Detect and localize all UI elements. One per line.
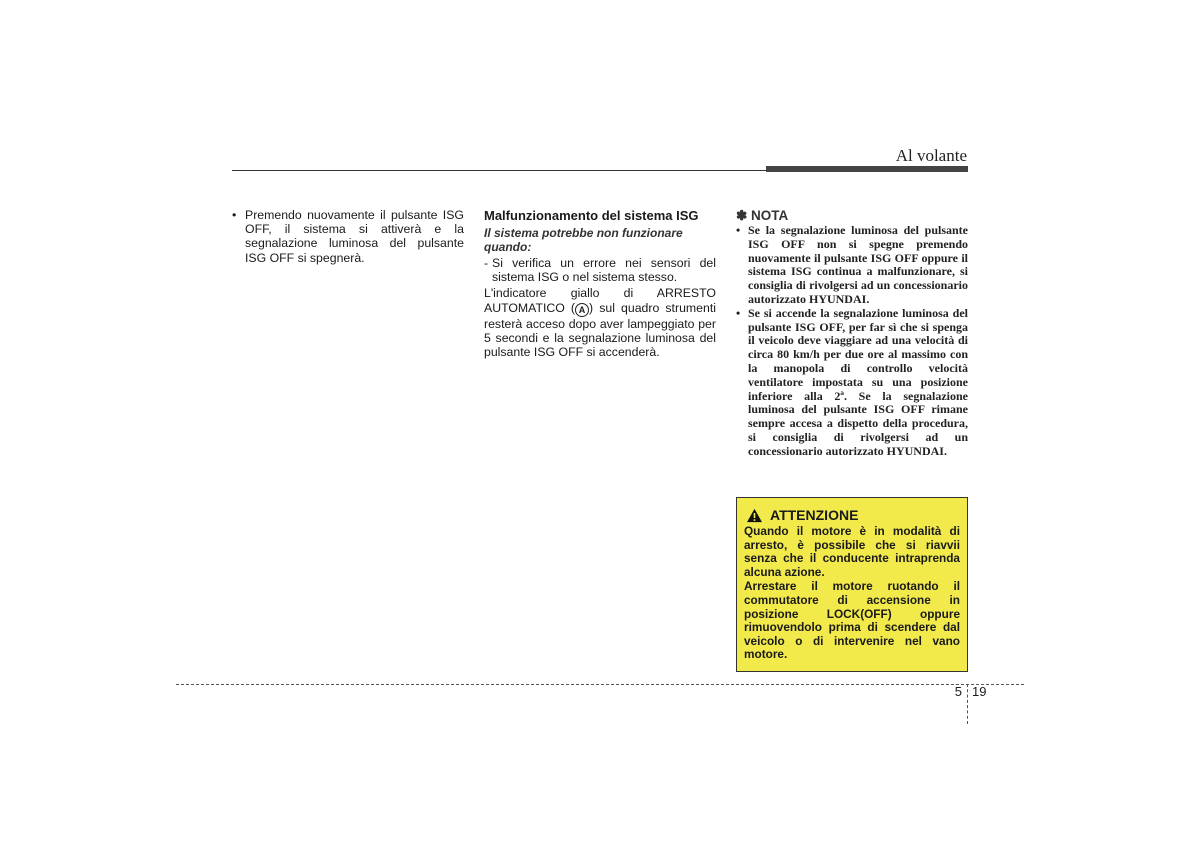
bullet-dot: •	[232, 208, 237, 222]
header-rule-accent	[766, 166, 968, 172]
warning-text-2: Arrestare il motore ruotando il commutatore di accensione in posizione LOCK(OFF) oppure rimuovendolo prima di scendere dal veicolo o di intervenire nel vano motore.	[744, 579, 960, 662]
dash-marker: -	[484, 256, 489, 270]
column-3	[736, 208, 968, 459]
chapter-number: 5	[954, 684, 962, 699]
nota-title: ✽ NOTA	[736, 208, 789, 223]
nota-item	[736, 307, 968, 459]
para-before-icon: L'indicatore giallo di ARRESTO AUTOMATICO (	[484, 286, 716, 315]
nota-item	[736, 224, 968, 307]
nota-bullet: •	[736, 305, 741, 320]
column-1	[232, 208, 464, 265]
bullet-text: Premendo nuovamente il pulsante ISG OFF, il sistema si attiverà e la segnalazione luminosa del pulsante ISG OFF si spegnerà.	[245, 208, 464, 265]
section-subtitle: Il sistema potrebbe non funzionare quando:	[484, 226, 683, 254]
page-header-title: Al volante	[895, 146, 967, 165]
nota-item-text: Se la segnalazione luminosa del pulsante ISG OFF non si spegne premendo nuovamente il pulsante ISG OFF oppure il sistema ISG continua a malfunzionare, si consiglia di rivolgersi ad un concessionario autorizzato HYUNDAI.	[748, 223, 968, 306]
dash-item-text: Si verifica un errore nei sensori del sistema ISG o nel sistema stesso.	[492, 256, 716, 285]
section-title: Malfunzionamento del sistema ISG	[484, 208, 699, 223]
column-2	[484, 208, 716, 359]
nota-item-text: Se si accende la segnalazione luminosa del pulsante ISG OFF, per far sì che si spenga il veicolo deve viaggiare ad una velocità di circa 80 km/h per due ore al massimo con la manopola di controllo velocità ventilatore impostata su una posizione inferiore alla 2ª. Se la segnalazione luminosa del pulsante ISG OFF rimane sempre accesa a dispetto della procedura, si consiglia di rivolgersi ad un concessionario autorizzato HYUNDAI.	[748, 305, 968, 458]
warning-title: ATTENZIONE	[770, 507, 859, 523]
bullet-item	[232, 208, 464, 265]
footer-rule	[176, 684, 1024, 685]
warning-box	[736, 497, 968, 672]
footer-divider	[967, 684, 968, 724]
indicator-paragraph	[484, 286, 716, 359]
warning-header	[746, 506, 960, 524]
nota-bullet: •	[736, 223, 741, 237]
warning-text-1: Quando il motore è in modalità di arresto, è possibile che si riavvii senza che il conducente intraprenda alcuna azione.	[744, 524, 960, 579]
dash-item	[484, 256, 716, 284]
page-number: 19	[972, 684, 987, 699]
warning-triangle-icon	[746, 508, 763, 523]
auto-stop-indicator-icon: A	[575, 303, 589, 317]
para-after-icon: ) sul quadro strumenti resterà acceso dopo aver lampeggiato per 5 secondi e la segnalazione luminosa del pulsante ISG OFF si accenderà.	[484, 300, 716, 360]
